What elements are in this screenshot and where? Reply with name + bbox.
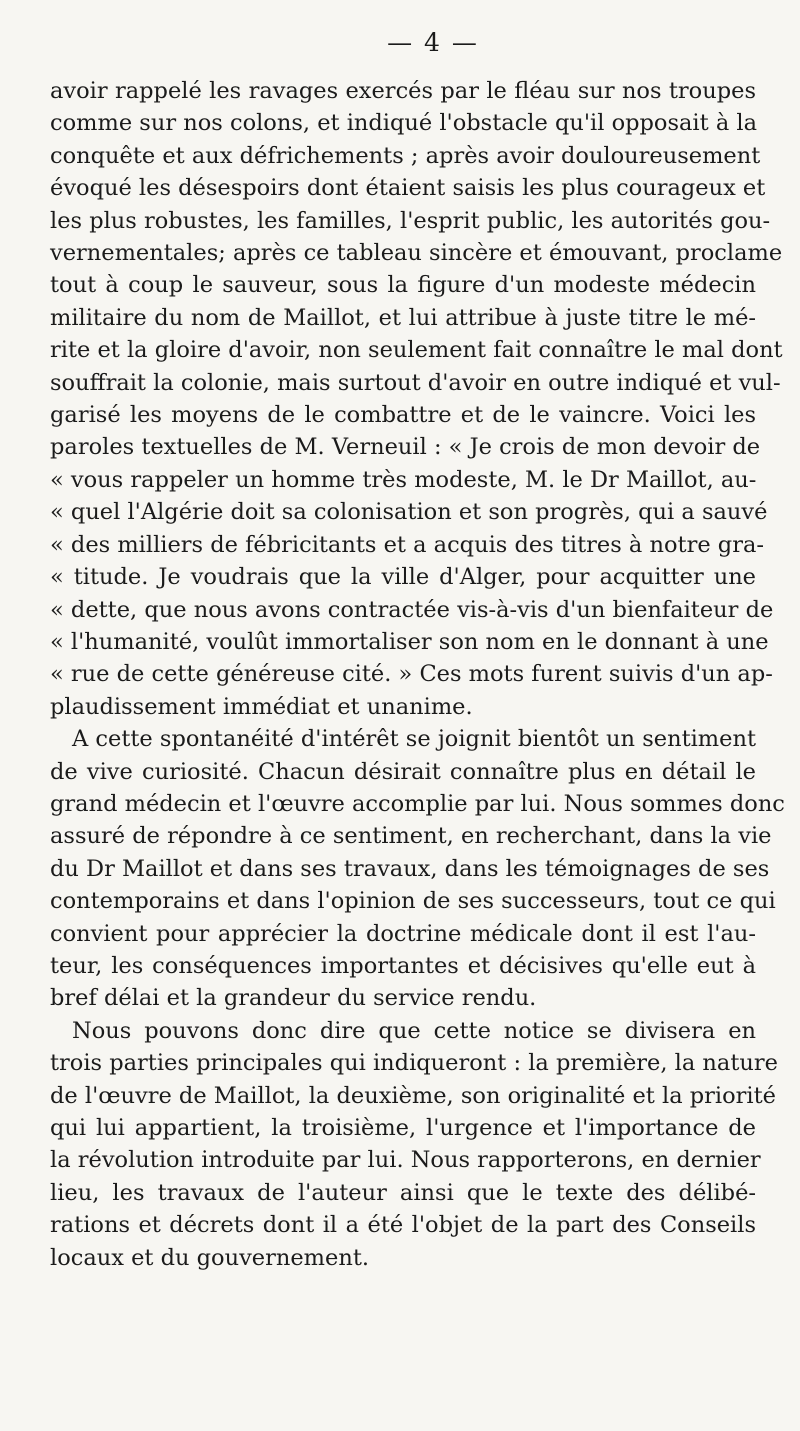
text-line: militaire du nom de Maillot, et lui attribue à juste titre le mé- [50, 304, 756, 331]
text-line: A cette spontanéité d'intérêt se joignit bientôt un sentiment [72, 726, 756, 753]
text-line: Nous pouvons donc dire que cette notice se divisera en [72, 1017, 756, 1044]
text-line: teur, les conséquences importantes et décisives qu'elle eut à [50, 952, 756, 979]
text-line: du Dr Maillot et dans ses travaux, dans les témoignages de ses [50, 855, 770, 882]
text-line: bref délai et la grandeur du service rendu. [50, 985, 537, 1012]
text-line: comme sur nos colons, et indiqué l'obstacle qu'il opposait à la [50, 110, 758, 137]
text-line: rations et décrets dont il a été l'objet de la part des Conseils [50, 1212, 756, 1239]
text-line: « des milliers de fébricitants et a acquis des titres à notre gra- [50, 531, 764, 558]
text-line: contemporains et dans l'opinion de ses successeurs, tout ce qui [50, 888, 776, 915]
text-line: convient pour apprécier la doctrine médicale dont il est l'au- [50, 920, 756, 947]
text-line: grand médecin et l'œuvre accomplie par lui. Nous sommes donc [50, 790, 785, 817]
body-text [50, 75, 785, 1274]
text-line: souffrait la colonie, mais surtout d'avoir en outre indiqué et vul- [50, 369, 781, 396]
text-line: de l'œuvre de Maillot, la deuxième, son originalité et la priorité [50, 1082, 776, 1109]
paragraph [50, 723, 785, 1015]
text-line: « dette, que nous avons contractée vis-à-vis d'un bienfaiteur de [50, 596, 774, 623]
text-line: plaudissement immédiat et unanime. [50, 693, 473, 720]
page-number: — 4 — [387, 28, 479, 57]
text-line: assuré de répondre à ce sentiment, en recherchant, dans la vie [50, 823, 772, 850]
text-line: trois parties principales qui indiqueront : la première, la nature [50, 1050, 778, 1077]
text-line: les plus robustes, les familles, l'esprit public, les autorités gou- [50, 207, 771, 234]
text-line: de vive curiosité. Chacun désirait connaître plus en détail le [50, 758, 756, 785]
paragraph [50, 75, 783, 723]
text-line: « vous rappeler un homme très modeste, M. le Dr Maillot, au- [50, 466, 757, 493]
text-line: « titude. Je voudrais que la ville d'Alger, pour acquitter une [50, 564, 756, 591]
text-line: « l'humanité, voulût immortaliser son nom en le donnant à une [50, 628, 769, 655]
text-line: rite et la gloire d'avoir, non seulement fait connaître le mal dont [50, 337, 783, 364]
text-line: évoqué les désespoirs dont étaient saisis les plus courageux et [50, 175, 766, 202]
text-line: garisé les moyens de le combattre et de le vaincre. Voici les [50, 402, 756, 429]
text-line: conquête et aux défrichements ; après avoir douloureusement [50, 142, 761, 169]
paragraph [50, 1015, 778, 1274]
text-line: « rue de cette généreuse cité. » Ces mots furent suivis d'un ap- [50, 661, 773, 688]
text-line: avoir rappelé les ravages exercés par le fléau sur nos troupes [50, 78, 756, 104]
text-line: tout à coup le sauveur, sous la figure d'un modeste médecin [50, 272, 756, 299]
text-line: « quel l'Algérie doit sa colonisation et son progrès, qui a sauvé [50, 499, 768, 526]
text-line: lieu, les travaux de l'auteur ainsi que le texte des délibé- [50, 1179, 756, 1206]
text-line: la révolution introduite par lui. Nous rapporterons, en dernier [50, 1147, 761, 1174]
text-line: locaux et du gouvernement. [50, 1244, 370, 1271]
text-line: qui lui appartient, la troisième, l'urgence et l'importance de [50, 1115, 756, 1141]
text-line: paroles textuelles de M. Verneuil : « Je crois de mon devoir de [50, 434, 761, 461]
text-line: vernementales; après ce tableau sincère et émouvant, proclame [50, 240, 783, 267]
